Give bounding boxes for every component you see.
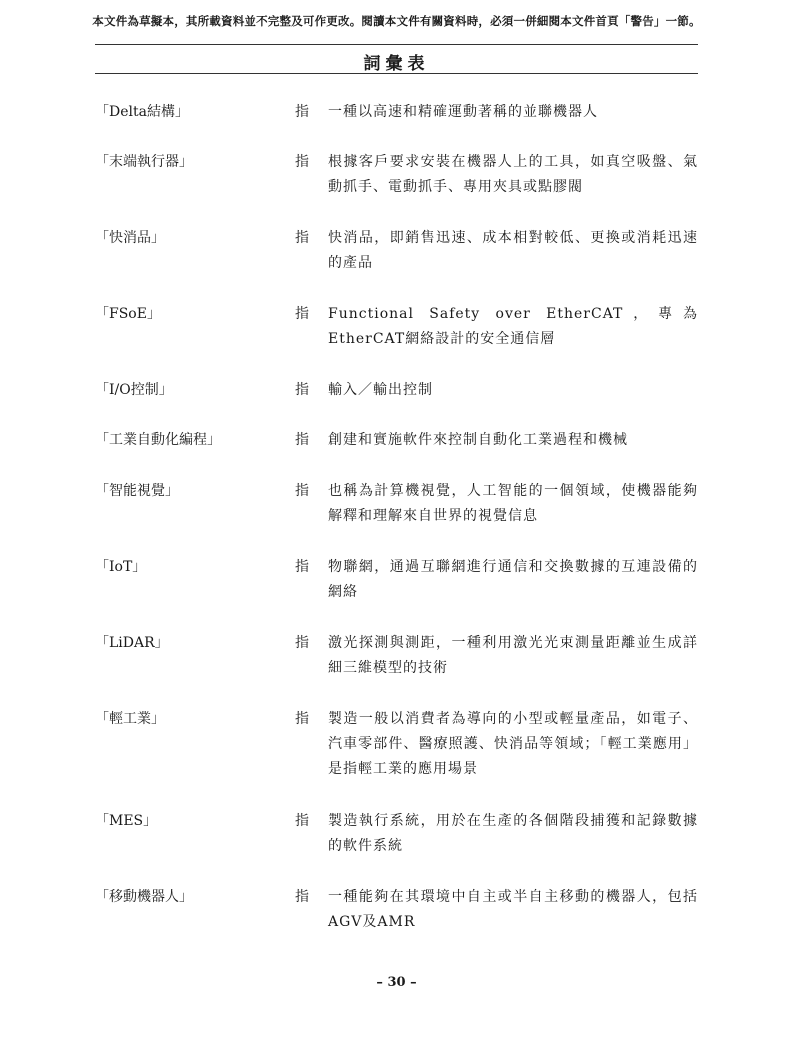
glossary-definition: 激光探測與測距，一種利用激光光束測量距離並生成詳細三維模型的技術 bbox=[328, 635, 698, 676]
glossary-refers: 指 bbox=[295, 889, 309, 905]
glossary-definition: 一種能夠在其環境中自主或半自主移動的機器人，包括AGV及AMR bbox=[328, 889, 698, 930]
glossary-refers: 指 bbox=[295, 382, 309, 398]
glossary-term: 「I/O控制」 bbox=[95, 382, 173, 398]
glossary-definition: 一種以高速和精確運動著稱的並聯機器人 bbox=[328, 104, 598, 120]
page-title: 詞彙表 bbox=[363, 54, 430, 74]
glossary-refers: 指 bbox=[295, 432, 309, 448]
header-top-rule bbox=[95, 44, 698, 45]
glossary-term: 「MES」 bbox=[95, 813, 158, 829]
glossary-term: 「Delta結構」 bbox=[95, 104, 189, 120]
glossary-term: 「輕工業」 bbox=[95, 711, 165, 727]
glossary-term: 「末端執行器」 bbox=[95, 154, 193, 170]
glossary-definition: 製造一般以消費者為導向的小型或輕量產品，如電子、汽車零部件、醫療照護、快消品等領域；「輕工業應用」是指輕工業的應用場景 bbox=[328, 711, 698, 777]
glossary-definition: 輸入／輸出控制 bbox=[328, 382, 433, 398]
glossary-refers: 指 bbox=[295, 635, 309, 651]
glossary-term: 「智能視覺」 bbox=[95, 483, 179, 499]
glossary-refers: 指 bbox=[295, 711, 309, 727]
glossary-definition: 物聯網，通過互聯網進行通信和交換數據的互連設備的網絡 bbox=[328, 559, 698, 600]
glossary-refers: 指 bbox=[295, 104, 309, 120]
glossary-definition: Functional Safety over EtherCAT，專為EtherCAT網絡設計的安全通信層 bbox=[328, 306, 698, 347]
glossary-definition: 快消品，即銷售迅速、成本相對較低、更換或消耗迅速的產品 bbox=[328, 230, 698, 271]
glossary-definition: 根據客戶要求安裝在機器人上的工具，如真空吸盤、氣動抓手、電動抓手、專用夾具或點膠閥 bbox=[328, 154, 698, 195]
page-number: – 30 – bbox=[376, 975, 417, 990]
glossary-refers: 指 bbox=[295, 230, 309, 246]
draft-notice: 本文件為草擬本，其所載資料並不完整及可作更改。閱讀本文件有關資料時，必須一併細閱本文件首頁「警告」一節。 bbox=[92, 14, 701, 28]
glossary-refers: 指 bbox=[295, 483, 309, 499]
glossary-definition: 製造執行系統，用於在生產的各個階段捕獲和記錄數據的軟件系統 bbox=[328, 813, 698, 854]
glossary-definition: 也稱為計算機視覺，人工智能的一個領域，使機器能夠解釋和理解來自世界的視覺信息 bbox=[328, 483, 698, 524]
glossary-refers: 指 bbox=[295, 559, 309, 575]
glossary-term: 「移動機器人」 bbox=[95, 889, 193, 905]
header-bottom-rule bbox=[95, 73, 698, 74]
glossary-term: 「IoT」 bbox=[95, 559, 147, 575]
glossary-term: 「FSoE」 bbox=[95, 306, 161, 322]
glossary-definition: 創建和實施軟件來控制自動化工業過程和機械 bbox=[328, 432, 628, 448]
glossary-term: 「LiDAR」 bbox=[95, 635, 169, 651]
glossary-refers: 指 bbox=[295, 154, 309, 170]
glossary-term: 「快消品」 bbox=[95, 230, 165, 246]
glossary-refers: 指 bbox=[295, 813, 309, 829]
glossary-term: 「工業自動化編程」 bbox=[95, 432, 221, 448]
glossary-refers: 指 bbox=[295, 306, 309, 322]
